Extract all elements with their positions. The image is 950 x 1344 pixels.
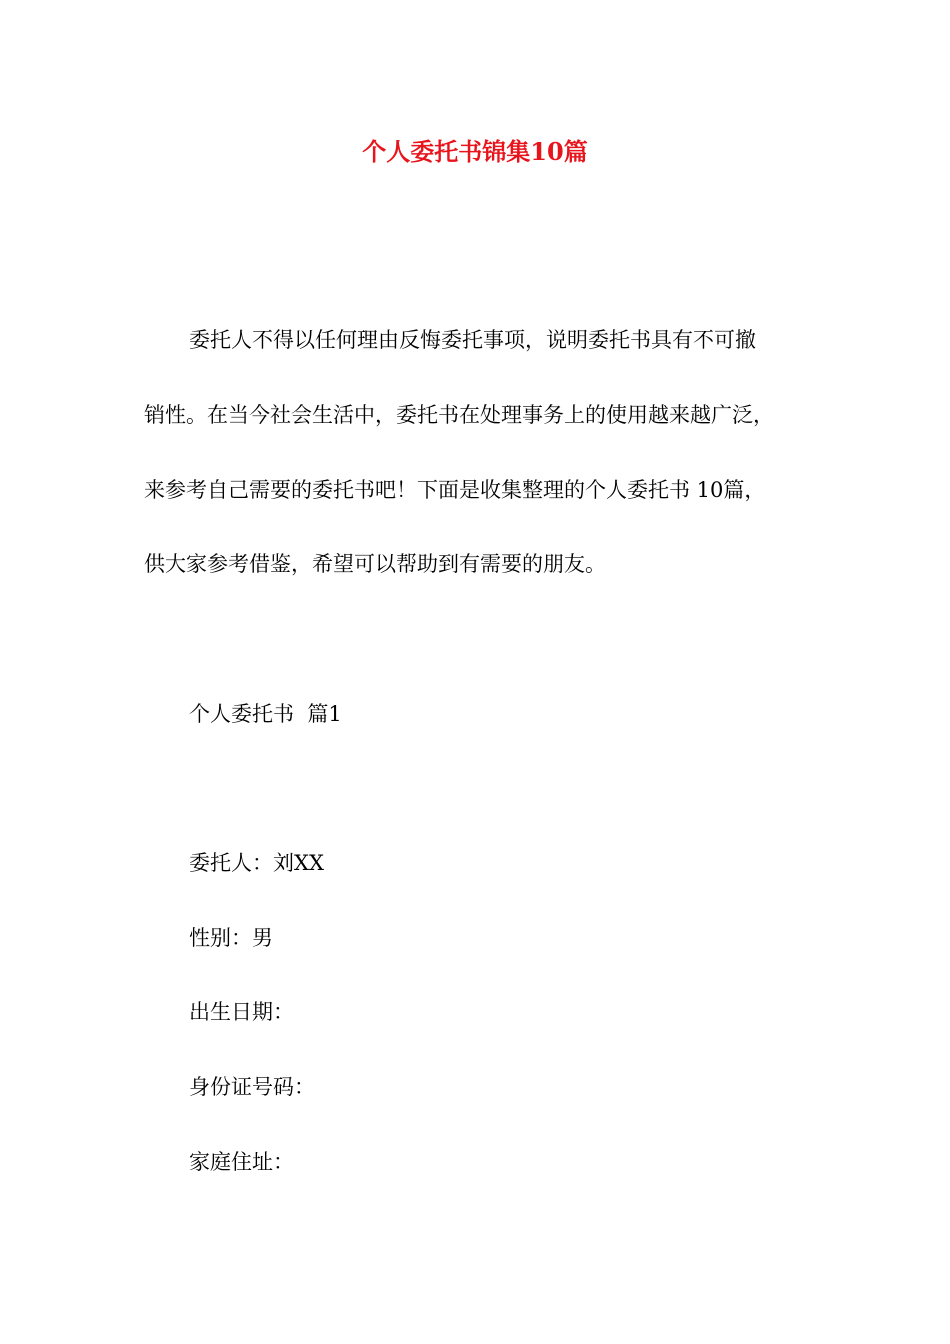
intro-line-3: 来参考自己需要的委托书吧！下面是收集整理的个人委托书 10篇， [144, 478, 766, 502]
document-title: 个人委托书锦集10篇 [362, 137, 588, 166]
intro-line-2: 销性。在当今社会生活中，委托书在处理事务上的使用越来越广泛， [144, 403, 774, 427]
field-gender: 性别：男 [189, 926, 273, 950]
field-birth-date: 出生日期： [189, 1000, 294, 1024]
intro-line-1: 委托人不得以任何理由反悔委托事项，说明委托书具有不可撤 [189, 328, 756, 352]
field-principal: 委托人：刘XX [189, 851, 324, 875]
field-id-number: 身份证号码： [189, 1075, 315, 1099]
section-heading: 个人委托书 篇1 [189, 702, 342, 726]
intro-line-4: 供大家参考借鉴，希望可以帮助到有需要的朋友。 [144, 552, 606, 576]
field-home-address: 家庭住址： [189, 1150, 294, 1174]
